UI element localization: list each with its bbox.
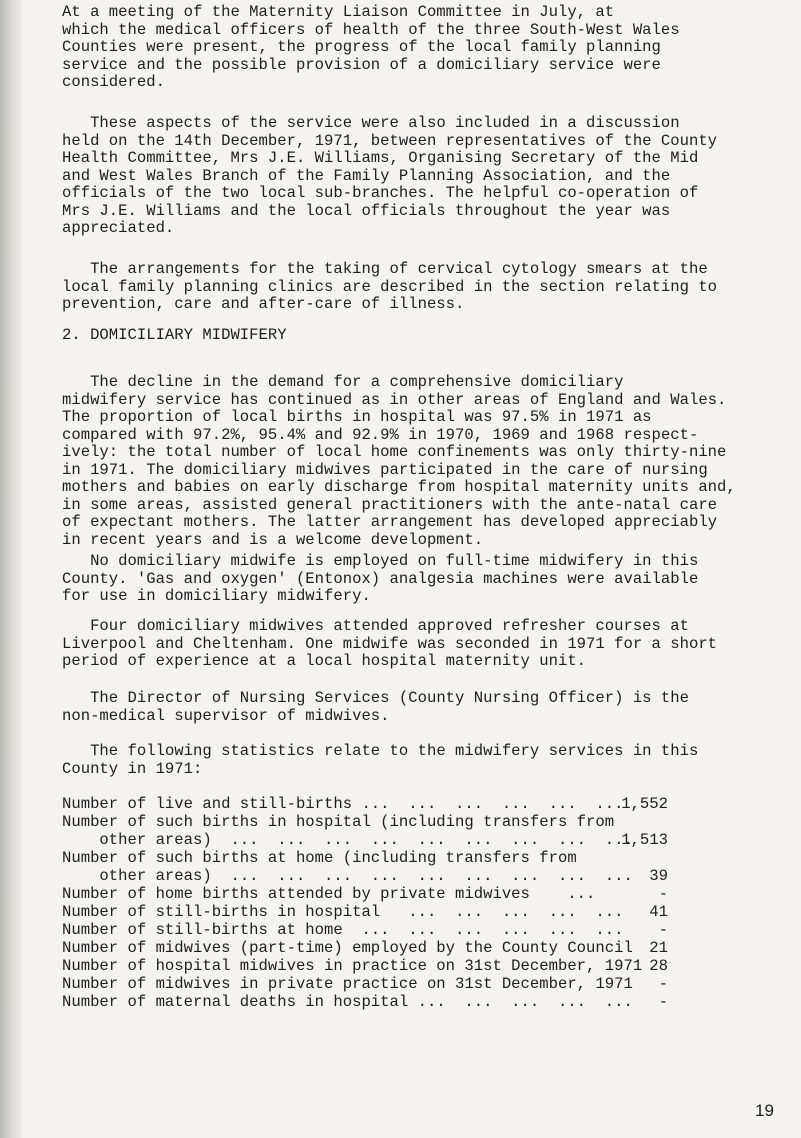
stat-row bbox=[62, 976, 798, 994]
stat-label: Number of hospital midwives in practice on 31st December, 1971 bbox=[62, 957, 643, 975]
stat-label: Number of maternal deaths in hospital ... ... ... ... ... bbox=[62, 993, 633, 1011]
stat-label: Number of still-births at home ... ... ... ... ... ... bbox=[62, 921, 624, 939]
stat-row bbox=[62, 868, 798, 886]
stat-row bbox=[62, 958, 798, 976]
stat-value: 1,513 bbox=[621, 831, 668, 849]
stat-row bbox=[62, 904, 798, 922]
stat-value: 28 bbox=[649, 957, 668, 975]
stat-label: Number of midwives in private practice on 31st December, 1971 bbox=[62, 975, 633, 993]
stat-row bbox=[62, 994, 798, 1012]
stat-row bbox=[62, 922, 798, 940]
section-heading-domiciliary-midwifery: 2. DOMICILIARY MIDWIFERY bbox=[62, 326, 287, 344]
scan-edge-shadow bbox=[0, 0, 22, 1138]
stat-value: 1,552 bbox=[621, 795, 668, 813]
paragraph-no-full-time-midwife: No domiciliary midwife is employed on full-time midwifery in this County. 'Gas and oxygen' (Entonox) analgesia machines were available for use in domiciliary midwifery. bbox=[62, 552, 699, 605]
page-number: 19 bbox=[755, 1101, 774, 1120]
paragraph-refresher-courses: Four domiciliary midwives attended approved refresher courses at Liverpool and Cheltenham. One midwife was seconded in 1971 for a short period of experience at a local hospital maternity unit. bbox=[62, 617, 718, 670]
stat-row bbox=[62, 832, 798, 850]
stat-row bbox=[62, 940, 798, 958]
statistics-table bbox=[62, 796, 798, 1012]
stat-label: other areas) ... ... ... ... ... ... ... ... ... bbox=[62, 867, 633, 885]
stat-label: Number of such births in hospital (including transfers from bbox=[62, 813, 615, 831]
stat-value: 21 bbox=[649, 939, 668, 957]
paragraph-cervical-cytology: The arrangements for the taking of cervical cytology smears at the local family planning clinics are described in the section relating to prevention, care and after-care of illness. bbox=[62, 260, 718, 313]
stat-row bbox=[62, 850, 798, 868]
paragraph-statistics-intro: The following statistics relate to the midwifery services in this County in 1971: bbox=[62, 742, 699, 778]
paragraph-decline-in-demand: The decline in the demand for a comprehensive domiciliary midwifery service has continued as in other areas of England and Wales. The proportion of local births in hospital was 97.5% in 1971 as compared with 97.2%, 95.4% and 92.9% in 1970, 1969 and 1968 respect- ively: the total number of local home confinements was only thirty-nine in 1971. The domiciliary midwives participated in the care of nursing mothers and babies on early discharge from hospital maternity units and, in some areas, assisted general practitioners with the ante-natal care of expectant mothers. The latter arrangement has developed appreciably in recent years and is a welcome development. bbox=[62, 373, 736, 549]
stat-value: - bbox=[658, 975, 668, 993]
stat-value: - bbox=[658, 885, 668, 903]
stat-label: Number of still-births in hospital ... ... ... ... ... bbox=[62, 903, 624, 921]
stat-value: 41 bbox=[649, 903, 668, 921]
stat-value: - bbox=[658, 993, 668, 1011]
stat-row bbox=[62, 814, 798, 832]
stat-label: Number of home births attended by private midwives ... bbox=[62, 885, 596, 903]
stat-label: Number of live and still-births ... ... ... ... ... ... bbox=[62, 795, 624, 813]
stat-label: other areas) ... ... ... ... ... ... ... ... ... bbox=[62, 831, 633, 849]
stat-label: Number of midwives (part-time) employed by the County Council bbox=[62, 939, 633, 957]
stat-row bbox=[62, 886, 798, 904]
stat-label: Number of such births at home (including transfers from bbox=[62, 849, 577, 867]
stat-value: - bbox=[658, 921, 668, 939]
stat-value: 39 bbox=[649, 867, 668, 885]
paragraph-director-of-nursing: The Director of Nursing Services (County Nursing Officer) is the non-medical supervisor of midwives. bbox=[62, 689, 689, 725]
stat-row bbox=[62, 796, 798, 814]
paragraph-liaison-committee: At a meeting of the Maternity Liaison Committee in July, at which the medical officers of health of the three South-West Wales Counties were present, the progress of the local family planning service and the possible provision of a domiciliary service were considered. bbox=[62, 3, 680, 91]
paragraph-discussion: These aspects of the service were also included in a discussion held on the 14th December, 1971, between representatives of the County Health Committee, Mrs J.E. Williams, Organising Secretary of the Mid and West Wales Branch of the Family Planning Association, and the officials of the two local sub-branches. The helpful co-operation of Mrs J.E. Williams and the local officials throughout the year was appreciated. bbox=[62, 114, 718, 237]
